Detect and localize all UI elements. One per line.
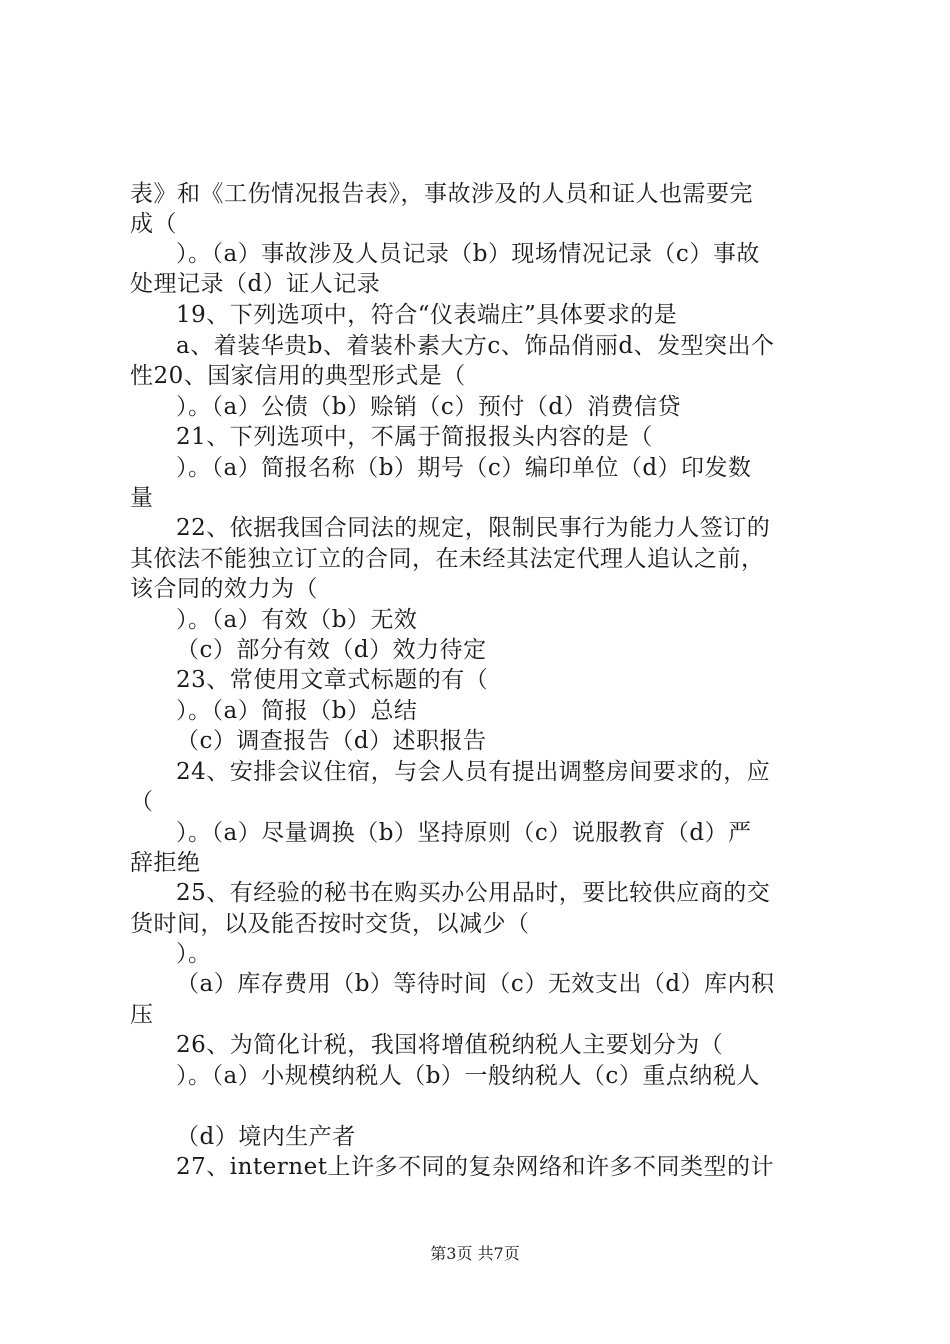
text-line: （ [130,789,154,815]
page-number-footer: 第3页 共7页 [430,1244,520,1263]
text-line: （c）调查报告（d）述职报告 [176,728,487,754]
text-line: 货时间，以及能否按时交货，以减少（ [130,911,530,937]
text-line: 辞拒绝 [130,850,201,876]
text-line: 压 [130,1002,154,1028]
question-22: 22、依据我国合同法的规定，限制民事行为能力人签订的 [176,515,771,541]
question-26: 26、为简化计税，我国将增值税纳税人主要划分为（ [176,1032,724,1058]
question-20: 性20、国家信用的典型形式是（ [130,363,466,389]
text-line: 其依法不能独立订立的合同，在未经其法定代理人追认之前， [130,546,765,572]
text-line: ）。（a）简报（b）总结 [176,698,418,724]
text-line: 量 [130,485,154,511]
text-line: （c）部分有效（d）效力待定 [176,637,487,663]
question-23: 23、常使用文章式标题的有（ [176,667,489,693]
text-line: 处理记录（d）证人记录 [130,271,381,297]
text-line: ）。（a）公债（b）赊销（c）预付（d）消费信贷 [176,394,682,420]
text-line: （a）库存费用（b）等待时间（c）无效支出（d）库内积 [176,971,775,997]
text-line: ）。（a）有效（b）无效 [176,607,418,633]
question-25: 25、有经验的秘书在购买办公用品时，要比较供应商的交 [176,880,771,906]
text-line: ）。（a）事故涉及人员记录（b）现场情况记录（c）事故 [176,241,760,267]
text-line: a、着装华贵b、着装朴素大方c、饰品俏丽d、发型突出个 [176,333,775,359]
text-line: ）。 [176,941,212,967]
text-line: ）。（a）简报名称（b）期号（c）编印单位（d）印发数 [176,455,752,481]
question-24: 24、安排会议住宿，与会人员有提出调整房间要求的，应 [176,759,771,785]
text-line: ）。（a）小规模纳税人（b）一般纳税人（c）重点纳税人 [176,1063,760,1089]
text-line: 表》和《工伤情况报告表》，事故涉及的人员和证人也需要完 [130,181,753,207]
question-19: 19、下列选项中，符合“仪表端庄”具体要求的是 [176,302,678,328]
text-line: （d）境内生产者 [176,1124,356,1150]
text-line: 该合同的效力为（ [130,576,318,602]
question-27: 27、internet上许多不同的复杂网络和许多不同类型的计 [176,1154,774,1180]
question-21: 21、下列选项中，不属于简报报头内容的是（ [176,424,653,450]
text-line: 成（ [130,211,177,237]
text-line: ）。（a）尽量调换（b）坚持原则（c）说服教育（d）严 [176,820,752,846]
